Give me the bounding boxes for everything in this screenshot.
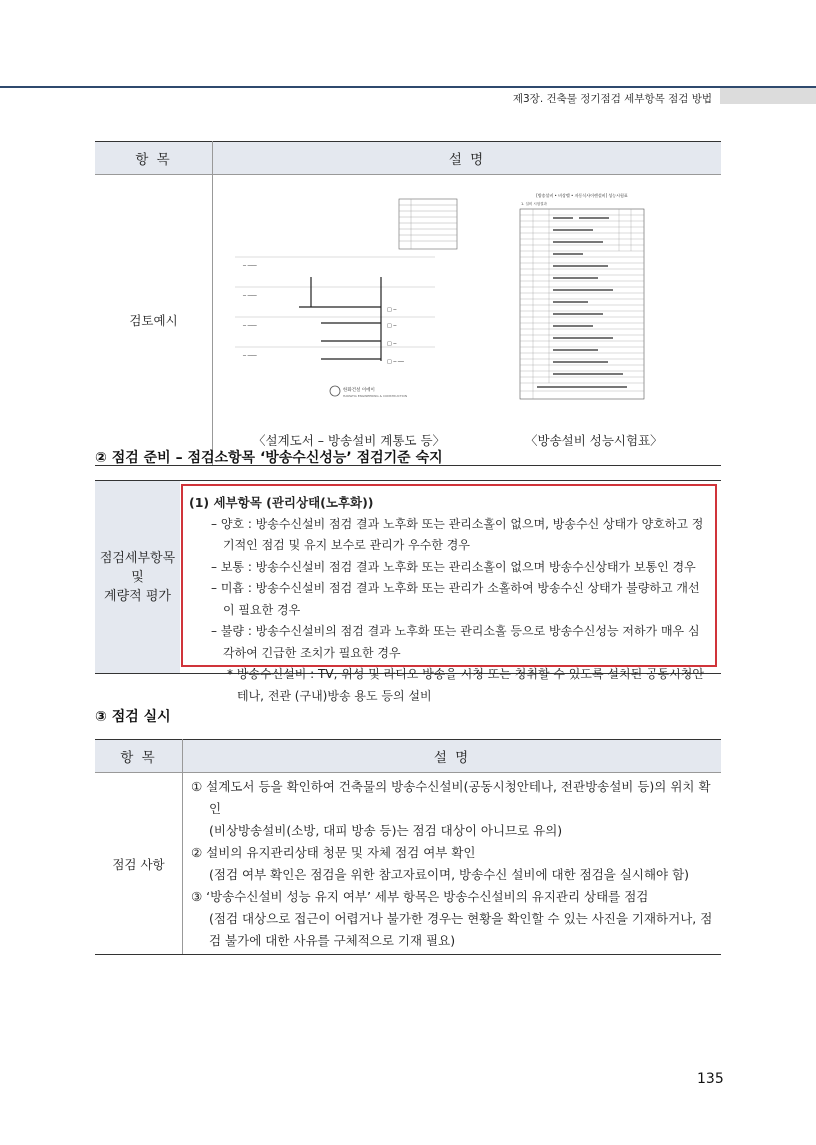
- criteria-item-poor: – 미흡 : 방송수신설비 점검 결과 노후화 또는 관리가 소홀하여 방송수신 상태가 불량하고 개선이 필요한 경우: [211, 581, 700, 617]
- svg-text:□ ─: □ ─: [387, 323, 397, 329]
- col-header-desc-3: 설 명: [183, 740, 722, 773]
- figure1-caption: 〈설계도서 – 방송설비 계통도 등〉: [253, 433, 446, 448]
- inspection-table: [95, 739, 721, 955]
- step-2-note: (점검 여부 확인은 점검을 위한 참고자료이며, 방송수신 설비에 대한 점검을 실시해야 함): [209, 867, 690, 882]
- test-sheet-title: [방송설비 • 비상벨 • 자동식사이렌설비] 성능시험표: [536, 193, 628, 198]
- broadcast-system-diagram: [221, 189, 481, 411]
- criteria-content: [181, 484, 717, 703]
- criteria-label-line1: 점검세부항목: [99, 550, 176, 566]
- row-label-review: 검토예시: [95, 175, 213, 466]
- criteria-label-line2: 및: [131, 569, 144, 585]
- figure2-caption: 〈방송설비 성능시험표〉: [525, 433, 663, 448]
- drawing-stamp-sub: HANWHA ENGINEERING & CONSTRUCTION: [343, 394, 408, 398]
- criteria-label: [95, 481, 180, 673]
- svg-text:─ ───: ─ ───: [243, 323, 257, 329]
- review-example-table: [95, 141, 721, 466]
- criteria-label-line3: 계량적 평가: [104, 588, 171, 604]
- svg-text:□ ─: □ ─: [387, 341, 397, 347]
- criteria-item-bad: – 불량 : 방송수신설비의 점검 결과 노후화 또는 관리소홀 등으로 방송수신성능 저하가 매우 심각하여 긴급한 조치가 필요한 경우: [211, 624, 700, 660]
- header-rule: [0, 86, 816, 88]
- section2-title: ② 점검 준비 – 점검소항목 ‘방송수신성능’ 점검기준 숙지: [95, 450, 443, 466]
- svg-text:─ ───: ─ ───: [243, 353, 257, 359]
- col-header-item-3: 항 목: [95, 740, 183, 773]
- section3-title: ③ 점검 실시: [95, 709, 171, 725]
- header-tab: [720, 88, 816, 104]
- svg-text:□ ─ ──: □ ─ ──: [387, 359, 404, 365]
- svg-text:─ ───: ─ ───: [243, 293, 257, 299]
- step-3-note: (점검 대상으로 접근이 어렵거나 불가한 경우는 현황을 확인할 수 있는 사진을 기재하거나, 점검 불가에 대한 사유를 구체적으로 기재 필요): [209, 911, 713, 948]
- row-label-inspection: 점검 사항: [95, 773, 183, 955]
- svg-text:□ ─: □ ─: [387, 307, 397, 313]
- step-2: ② 설비의 유지관리상태 청문 및 자체 점검 여부 확인: [191, 845, 476, 860]
- criteria-heading: (1) 세부항목 (관리상태(노후화)): [189, 495, 374, 510]
- step-3: ③ ‘방송수신설비 성능 유지 여부’ 세부 항목은 방송수신설비의 유지관리 상태를 점검: [191, 889, 649, 904]
- col-header-desc: 설 명: [213, 142, 722, 175]
- example-figures: [213, 175, 722, 466]
- evaluation-criteria-box: [95, 480, 721, 703]
- test-sheet-subtitle: 1. 설비 시험결과: [521, 202, 547, 206]
- col-header-item: 항 목: [95, 142, 213, 175]
- criteria-item-good: – 양호 : 방송수신설비 점검 결과 노후화 또는 관리소홀이 없으며, 방송수신 상태가 양호하고 정기적인 점검 및 유지 보수로 관리가 우수한 경우: [211, 516, 704, 552]
- step-1: ① 설계도서 등을 확인하여 건축물의 방송수신설비(공동시청안테나, 전관방송설비 등)의 위치 확인: [191, 779, 711, 816]
- inspection-steps: [183, 773, 722, 955]
- step-1-note: (비상방송설비(소방, 대피 방송 등)는 점검 대상이 아니므로 유의): [209, 823, 563, 838]
- drawing-stamp: 한화건설 이에이: [343, 388, 375, 393]
- page-number: 135: [697, 1071, 724, 1087]
- svg-text:─ ───: ─ ───: [243, 263, 257, 269]
- criteria-item-normal: – 보통 : 방송수신설비 점검 결과 노후화 또는 관리소홀이 없으며 방송수신상태가 보통인 경우: [211, 559, 696, 574]
- criteria-note: * 방송수신설비 : TV, 위성 및 라디오 방송을 시청 또는 청취할 수 있도록 설치된 공동시청안테나, 전관 (구내)방송 용도 등의 설비: [227, 667, 704, 703]
- chapter-title: 제3장. 건축물 정기점검 세부항목 점검 방법: [512, 93, 712, 105]
- performance-test-sheet: [519, 191, 645, 401]
